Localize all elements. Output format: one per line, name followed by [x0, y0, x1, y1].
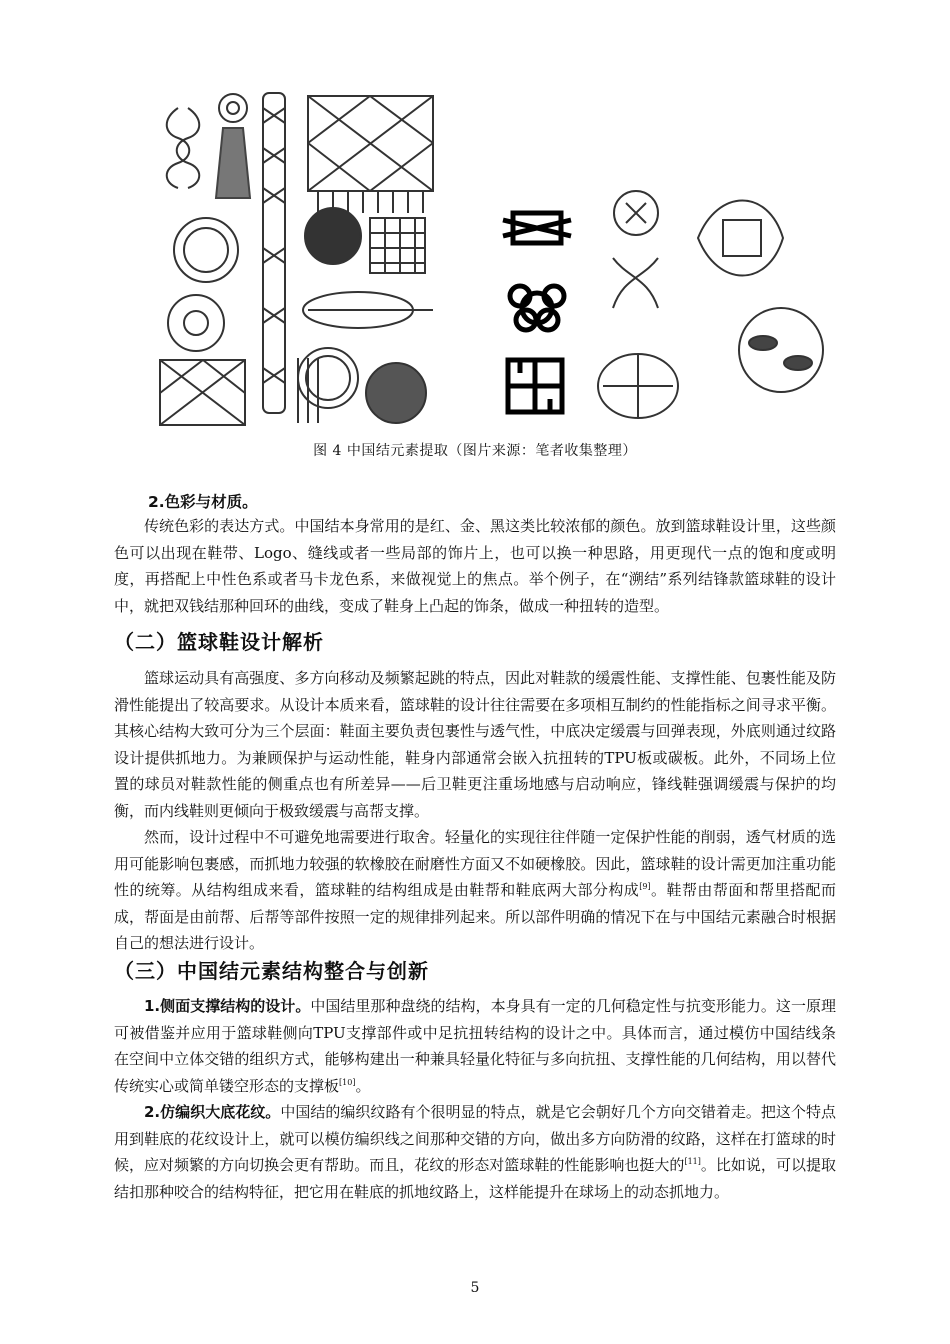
paragraph-text: 。鞋帮由帮面和帮里搭配而成，帮面是由前帮、后帮等部件按照一定的规律排列起来。所以部件明确的情况下在与中国结元素融合时根据自己的想法进行设计。 — [114, 881, 836, 952]
paragraph-basketball-shoe-2 — [114, 824, 836, 957]
paragraph-text: 。 — [355, 1076, 371, 1095]
woven-square-illustration — [370, 218, 425, 273]
subheading-color-material: 2.色彩与材质。 — [148, 493, 258, 511]
knot-ball-illustration — [305, 208, 361, 264]
quatrefoil-knot-illustration — [698, 201, 783, 276]
section-heading-knot-integration: （三）中国结元素结构整合与创新 — [114, 959, 429, 983]
fish-medallion-illustration — [739, 308, 823, 392]
round-knot-illustration — [366, 363, 426, 423]
chinese-knot-figure — [158, 88, 828, 428]
section-heading-basketball-shoe: （二）篮球鞋设计解析 — [114, 630, 324, 654]
tassel-illustration — [216, 94, 250, 198]
knot-chain-illustration — [167, 108, 200, 188]
flower-knot-illustration — [510, 286, 564, 330]
braid-strip-illustration — [263, 93, 285, 413]
paragraph-text: 。比如说，可以提取结扣那种咬合的结构特征，把它用在鞋底的抓地纹路上，这样能提升在球场上的动态抓地力。 — [114, 1156, 836, 1201]
citation: [11] — [684, 1157, 701, 1166]
page-number: 5 — [470, 1280, 480, 1296]
citation: [9] — [639, 882, 651, 891]
mystic-knot-illustration — [503, 213, 571, 243]
paragraph-color-material: 传统色彩的表达方式。中国结本身常用的是红、金、黑这类比较浓郁的颜色。放到篮球鞋设计里，这些颜色可以出现在鞋带、Logo、缝线或者一些局部的饰片上，也可以换一种思路，用更现代一点的饱和度或明度，再搭配上中性色系或者马卡龙色系，来做视觉上的焦点。举个例子，在“溯结”系列结锋款篮球鞋的设计中，就把双钱结那种回环的曲线，变成了鞋身上凸起的饰条，做成一种扭转的造型。 — [114, 517, 836, 615]
paragraph-text: 中国结里那种盘绕的结构，本身具有一定的几何稳定性与抗变形能力。这一原理可被借鉴并应用于篮球鞋侧向TPU支撑部件或中足抗扭转结构的设计之中。具体而言，通过模仿中国结线条在空间中立体交错的组织方式，能够构建出一种兼具轻量化特征与多向抗扭、支撑性能的几何结构，用以替代传统实心或简单镂空形态的支撑板 — [114, 997, 836, 1095]
paragraph-lead: 2.仿编织大底花纹。 — [144, 1103, 281, 1121]
paragraph-text: 然而，设计过程中不可避免地需要进行取舍。轻量化的实现往往伴随一定保护性能的削弱，透气材质的选用可能影响包裹感，而抓地力较强的软橡胶在耐磨性方面又不如硬橡胶。因此，篮球鞋的设计需更加注重功能性的统筹。从结构组成来看，篮球鞋的结构组成是由鞋帮和鞋底两大部分构成 — [114, 828, 836, 899]
paragraph-lead: 1.侧面支撑结构的设计。 — [144, 997, 311, 1015]
cross-knot-illustration — [613, 258, 658, 308]
macrame-panel-illustration — [308, 96, 433, 213]
paragraph-side-support — [114, 993, 836, 1099]
figure-caption: 图 4 中国结元素提取（图片来源：笔者收集整理） — [313, 443, 637, 459]
paragraph-text: 中国结的编织纹路有个很明显的特点，就是它会朝好几个方向交错着走。把这个特点用到鞋底的花纹设计上，就可以模仿编织线之间那种交错的方向，做出多方向防滑的纹路，这样在打篮球的时候，应对频繁的方向切换会更有帮助。而且，花纹的形态对篮球鞋的性能影响也挺大的 — [114, 1103, 836, 1174]
swastika-knot-illustration — [508, 360, 562, 412]
cloverleaf-knot-illustration — [168, 295, 224, 351]
citation: [10] — [339, 1077, 356, 1087]
paragraph-basketball-shoe-1: 篮球运动具有高强度、多方向移动及频繁起跳的特点，因此对鞋款的缓震性能、支撑性能、包裹性能及防滑性能提出了较高要求。从设计本质来看，篮球鞋的设计往往需要在多项相互制约的性能指标之间寻求平衡。其核心结构大致可分为三个层面：鞋面主要负责包裹性与透气性，中底决定缓震与回弹表现，外底则通过纹路设计提供抓地力。为兼顾保护与运动性能，鞋身内部通常会嵌入抗扭转的TPU板或碳板。此外，不同场上位置的球员对鞋款性能的侧重点也有所差异——后卫鞋更注重场地感与启动响应，锋线鞋强调缓震与保护的均衡，而内线鞋则更倾向于极致缓震与高帮支撑。 — [114, 669, 836, 820]
paragraph-outsole-pattern — [114, 1099, 836, 1205]
